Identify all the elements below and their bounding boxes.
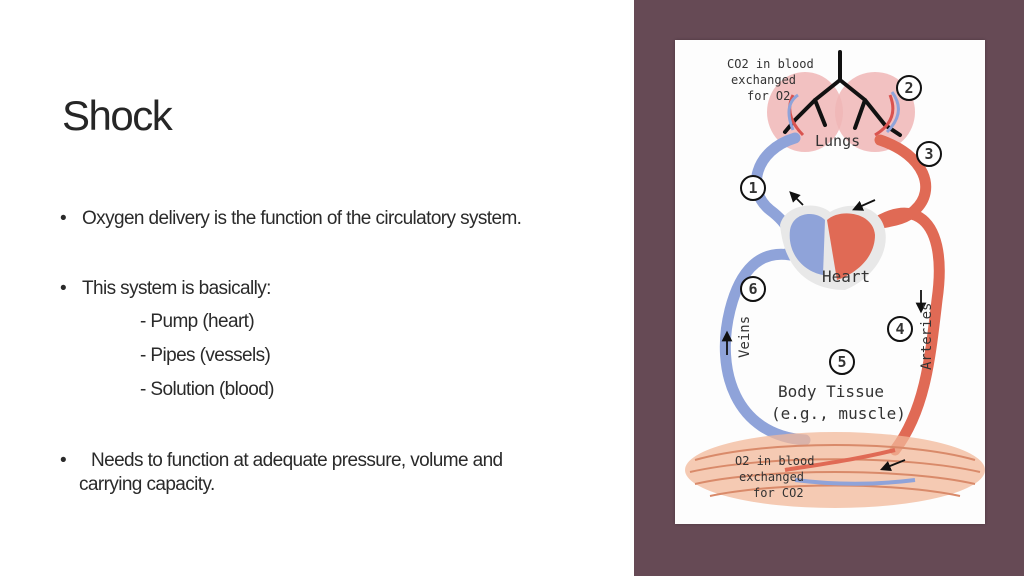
step-6-label: 6 bbox=[748, 280, 758, 298]
lungs-note-line-2: exchanged bbox=[731, 73, 797, 87]
bullet-dot: • bbox=[60, 450, 67, 471]
bullet-continuation: carrying capacity. bbox=[79, 474, 215, 495]
bullet-text: Needs to function at adequate pressure, volume and bbox=[91, 450, 503, 471]
tissue-note-line-2: exchanged bbox=[739, 470, 805, 484]
step-4-label: 4 bbox=[895, 320, 905, 338]
body-tissue-label: Body Tissue bbox=[778, 382, 884, 401]
tissue-example-label: (e.g., muscle) bbox=[771, 404, 906, 423]
sub-item-pump: - Pump (heart) bbox=[140, 311, 255, 332]
bullet-adequate-pressure bbox=[60, 449, 503, 473]
sub-item-pipes: - Pipes (vessels) bbox=[140, 345, 271, 366]
step-2-label: 2 bbox=[904, 79, 914, 97]
bullet-text: This system is basically: bbox=[82, 278, 271, 299]
lungs-note-line-1: CO2 in blood bbox=[727, 57, 814, 71]
bullet-system-basically bbox=[60, 277, 271, 301]
lungs-label: Lungs bbox=[815, 132, 861, 150]
veins-label: Veins bbox=[737, 315, 753, 358]
step-3-label: 3 bbox=[924, 145, 934, 163]
arrow-to-heart bbox=[857, 200, 875, 208]
tissue-note-line-1: O2 in blood bbox=[735, 454, 815, 468]
step-5-label: 5 bbox=[837, 353, 847, 371]
tissue-note-line-3: for CO2 bbox=[753, 486, 804, 500]
step-1-label: 1 bbox=[748, 179, 758, 197]
bullet-oxygen-delivery bbox=[60, 207, 522, 231]
bullet-dot: • bbox=[60, 278, 67, 299]
lungs-note-line-3: for O2 bbox=[747, 89, 791, 103]
heart-label: Heart bbox=[822, 267, 871, 286]
sub-item-solution: - Solution (blood) bbox=[140, 379, 274, 400]
bullet-dot: • bbox=[60, 208, 67, 229]
bullet-text: Oxygen delivery is the function of the circulatory system. bbox=[82, 208, 522, 229]
circulation-diagram-card bbox=[675, 40, 985, 524]
muscle-tissue-illustration bbox=[685, 432, 985, 508]
arteries-label: Arteries bbox=[919, 302, 935, 370]
circulation-diagram bbox=[675, 40, 985, 524]
slide-title: Shock bbox=[62, 92, 172, 139]
arrow-to-lungs bbox=[793, 195, 803, 205]
